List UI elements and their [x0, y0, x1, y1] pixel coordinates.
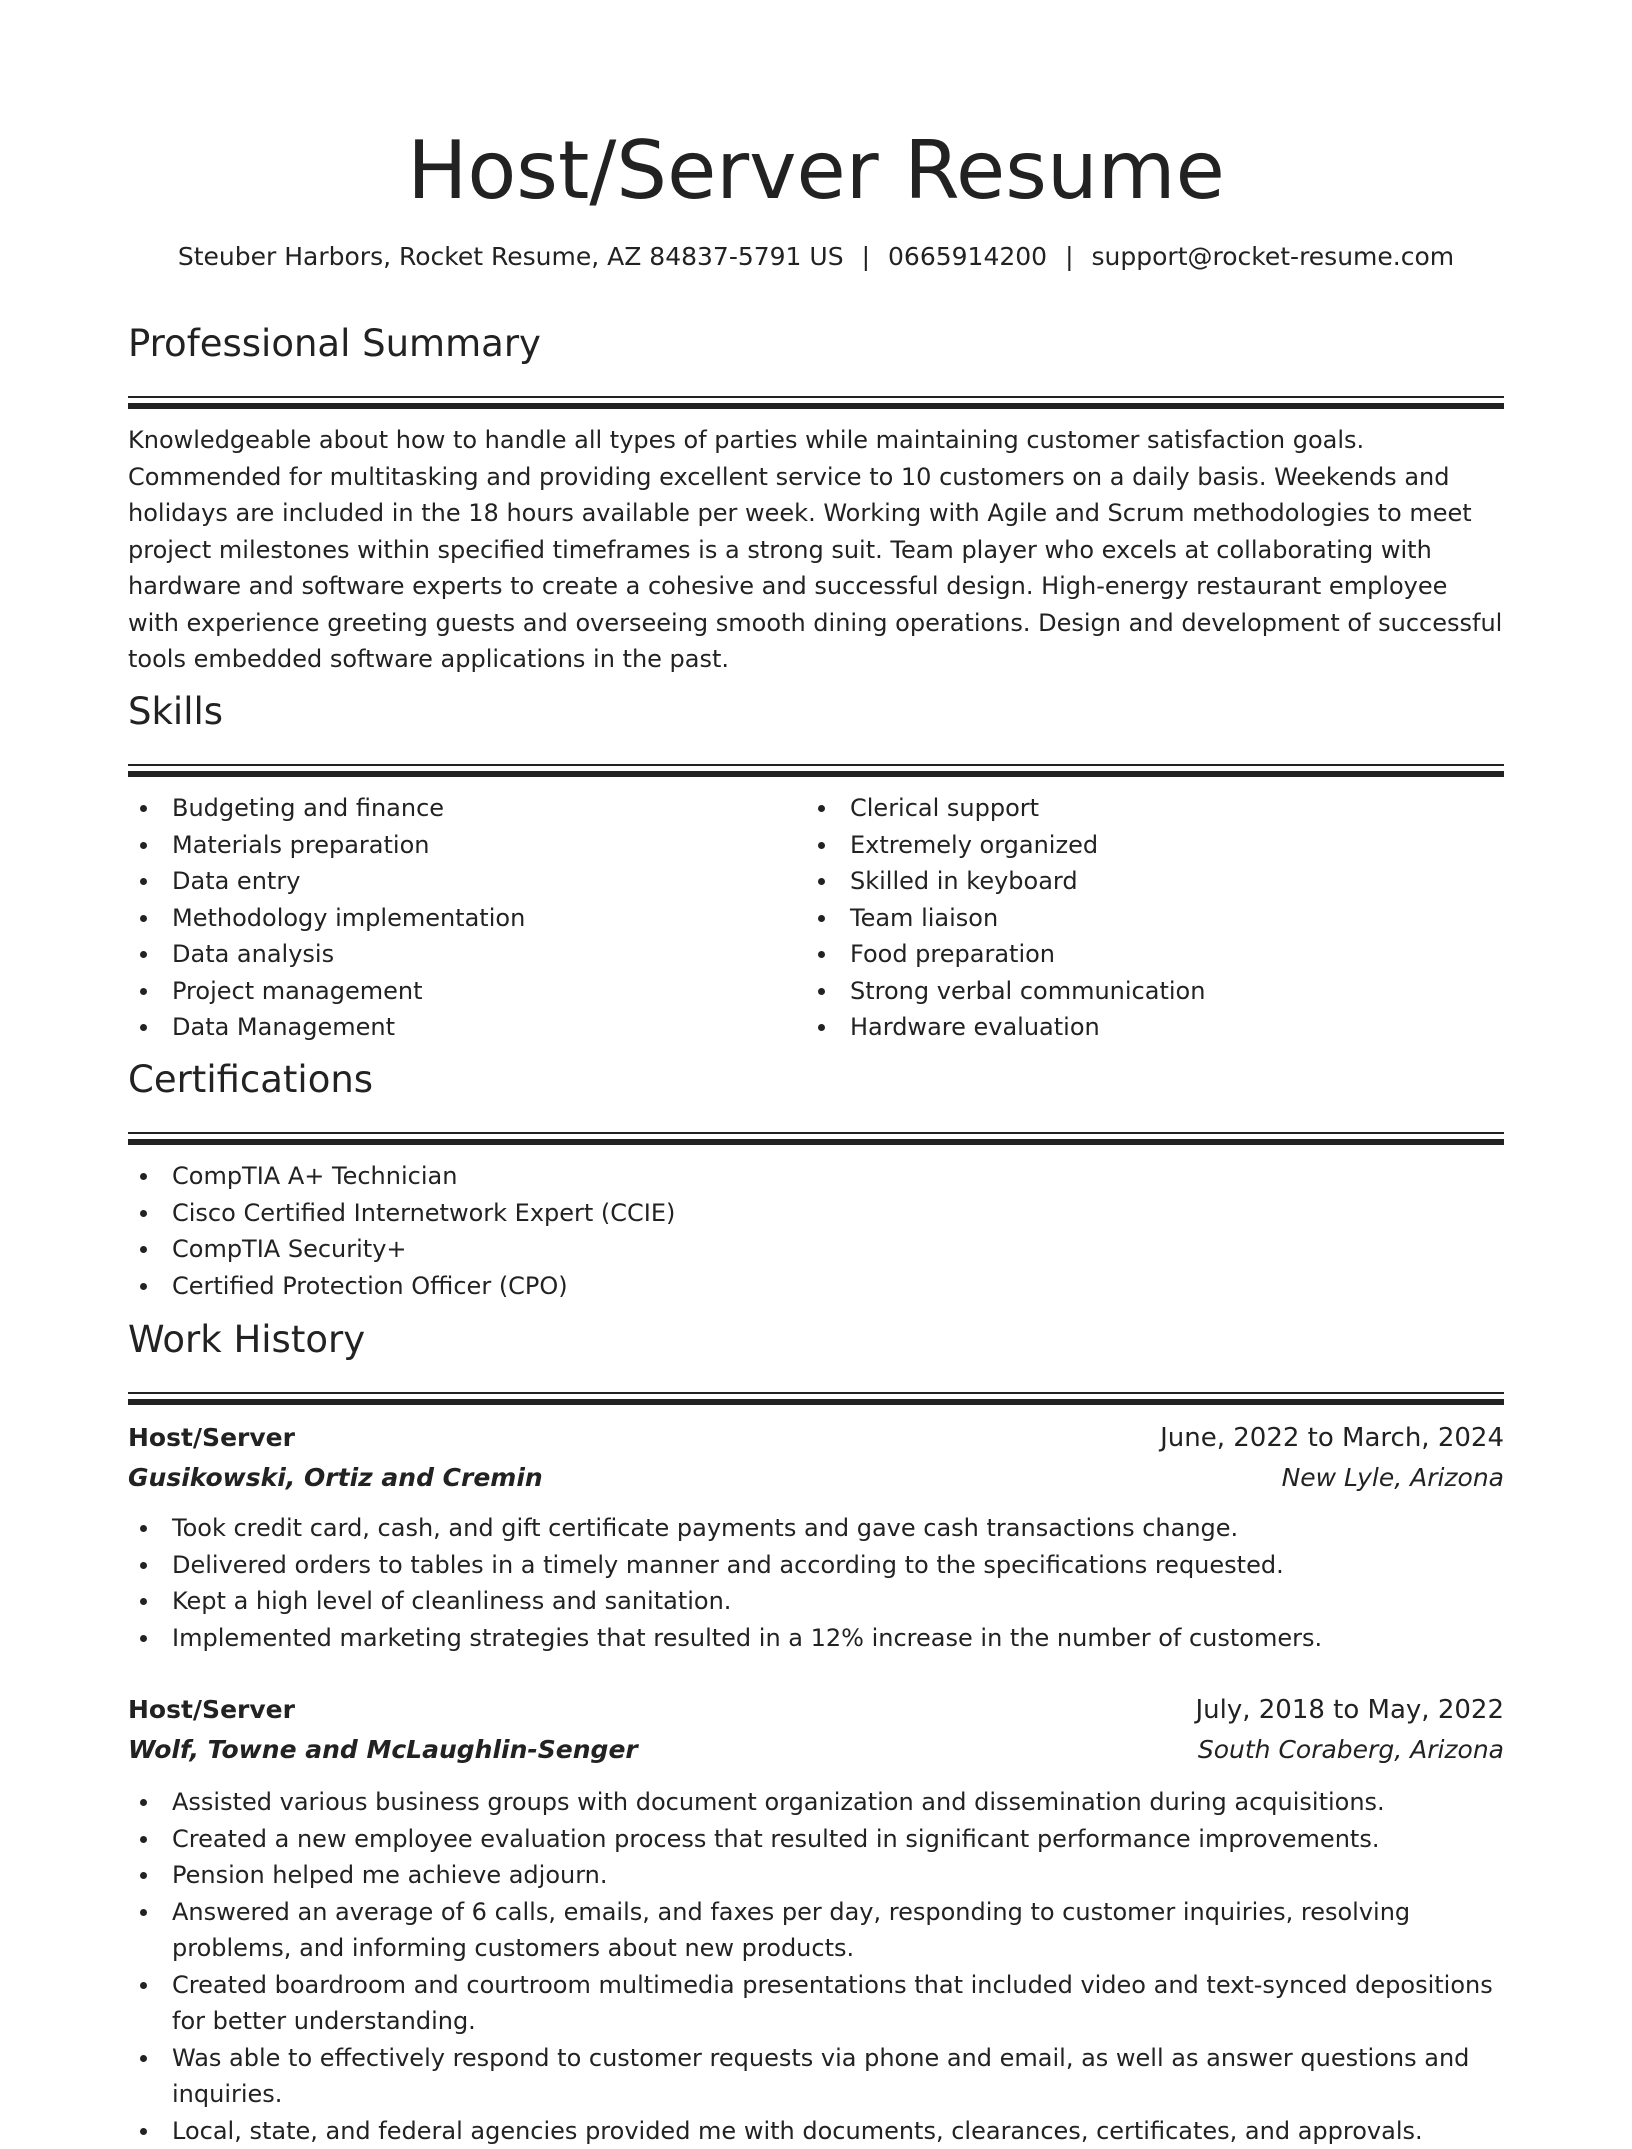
- skills-section: [128, 688, 1504, 1046]
- skill-item: Hardware evaluation: [806, 1009, 1484, 1046]
- skill-item: Food preparation: [806, 936, 1484, 973]
- skill-item: Strong verbal communication: [806, 973, 1484, 1010]
- skill-item: Team liaison: [806, 900, 1484, 937]
- certification-item: CompTIA Security+: [128, 1231, 1504, 1268]
- skill-item: Budgeting and finance: [128, 790, 806, 827]
- resume-title: Host/Server Resume: [128, 116, 1504, 226]
- skills-list-left: [128, 790, 806, 1046]
- summary-section: [128, 320, 1504, 678]
- job-title: Host/Server: [128, 1418, 295, 1458]
- job-bullets: [128, 1510, 1504, 1656]
- section-divider: [128, 396, 1504, 408]
- skill-item: Project management: [128, 973, 806, 1010]
- skill-item: Methodology implementation: [128, 900, 806, 937]
- skill-item: Materials preparation: [128, 827, 806, 864]
- job-company: Wolf, Towne and McLaughlin-Senger: [128, 1730, 638, 1770]
- job-bullet: Took credit card, cash, and gift certificate payments and gave cash transactions change.: [128, 1510, 1504, 1547]
- job-entry: [128, 1690, 1504, 2149]
- section-divider: [128, 1132, 1504, 1144]
- job-bullet: Created a new employee evaluation process that resulted in significant performance improvements.: [128, 1821, 1504, 1858]
- contact-phone: 0665914200: [888, 242, 1047, 271]
- job-bullet: Pension helped me achieve adjourn.: [128, 1857, 1504, 1894]
- job-title: Host/Server: [128, 1690, 295, 1730]
- job-location: New Lyle, Arizona: [1282, 1458, 1504, 1498]
- job-bullet: Delivered orders to tables in a timely manner and according to the specifications requested.: [128, 1547, 1504, 1584]
- skill-item: Data analysis: [128, 936, 806, 973]
- job-dates: June, 2022 to March, 2024: [1160, 1418, 1504, 1458]
- section-divider: [128, 1392, 1504, 1404]
- contact-email: support@rocket-resume.com: [1092, 242, 1455, 271]
- job-company: Gusikowski, Ortiz and Cremin: [128, 1458, 543, 1498]
- job-bullet: Assisted various business groups with document organization and dissemination during acquisitions.: [128, 1784, 1504, 1821]
- certification-item: Cisco Certified Internetwork Expert (CCIE): [128, 1195, 1504, 1232]
- contact-line: [128, 238, 1504, 276]
- job-location: South Coraberg, Arizona: [1198, 1730, 1504, 1770]
- section-divider: [128, 764, 1504, 776]
- summary-text: Knowledgeable about how to handle all types of parties while maintaining customer satisfaction goals. Commended for multitasking and providing excellent service to 10 customers on a daily basis. Weekends and holidays are included in the 18 hours available per week. Working with Agile and Scrum methodologies to meet project milestones within specified timeframes is a strong suit. Team player who excels at collaborating with hardware and software experts to create a cohesive and successful design. High-energy restaurant employee with experience greeting guests and overseeing smooth dining operations. Design and development of successful tools embedded software applications in the past.: [128, 422, 1504, 678]
- summary-heading: Professional Summary: [128, 320, 1504, 368]
- skill-item: Skilled in keyboard: [806, 863, 1484, 900]
- skill-item: Data Management: [128, 1009, 806, 1046]
- job-bullet: Local, state, and federal agencies provided me with documents, clearances, certificates, and approvals.: [128, 2113, 1504, 2149]
- job-bullet: Was able to effectively respond to customer requests via phone and email, as well as answer questions and inquiries.: [128, 2040, 1504, 2113]
- certifications-section: [128, 1056, 1504, 1304]
- skills-heading: Skills: [128, 688, 1504, 736]
- job-bullet: Implemented marketing strategies that resulted in a 12% increase in the number of customers.: [128, 1620, 1504, 1657]
- skills-columns: [128, 790, 1504, 1046]
- skills-list-right: [806, 790, 1484, 1046]
- work-history-heading: Work History: [128, 1316, 1504, 1364]
- job-bullet: Kept a high level of cleanliness and sanitation.: [128, 1583, 1504, 1620]
- contact-separator: |: [1047, 242, 1091, 271]
- job-bullets: [128, 1784, 1504, 2149]
- certifications-heading: Certifications: [128, 1056, 1504, 1104]
- certification-item: Certified Protection Officer (CPO): [128, 1268, 1504, 1305]
- job-bullet: Created boardroom and courtroom multimedia presentations that included video and text-synced depositions for better understanding.: [128, 1967, 1504, 2040]
- certification-item: CompTIA A+ Technician: [128, 1158, 1504, 1195]
- skill-item: Clerical support: [806, 790, 1484, 827]
- job-bullet: Answered an average of 6 calls, emails, and faxes per day, responding to customer inquiries, resolving problems, and informing customers about new products.: [128, 1894, 1504, 1967]
- job-entry: [128, 1418, 1504, 1656]
- contact-address: Steuber Harbors, Rocket Resume, AZ 84837-5791 US: [178, 242, 844, 271]
- contact-separator: |: [844, 242, 888, 271]
- skill-item: Extremely organized: [806, 827, 1484, 864]
- work-history-section: [128, 1316, 1504, 2149]
- job-dates: July, 2018 to May, 2022: [1195, 1690, 1504, 1730]
- certifications-list: [128, 1158, 1504, 1304]
- skill-item: Data entry: [128, 863, 806, 900]
